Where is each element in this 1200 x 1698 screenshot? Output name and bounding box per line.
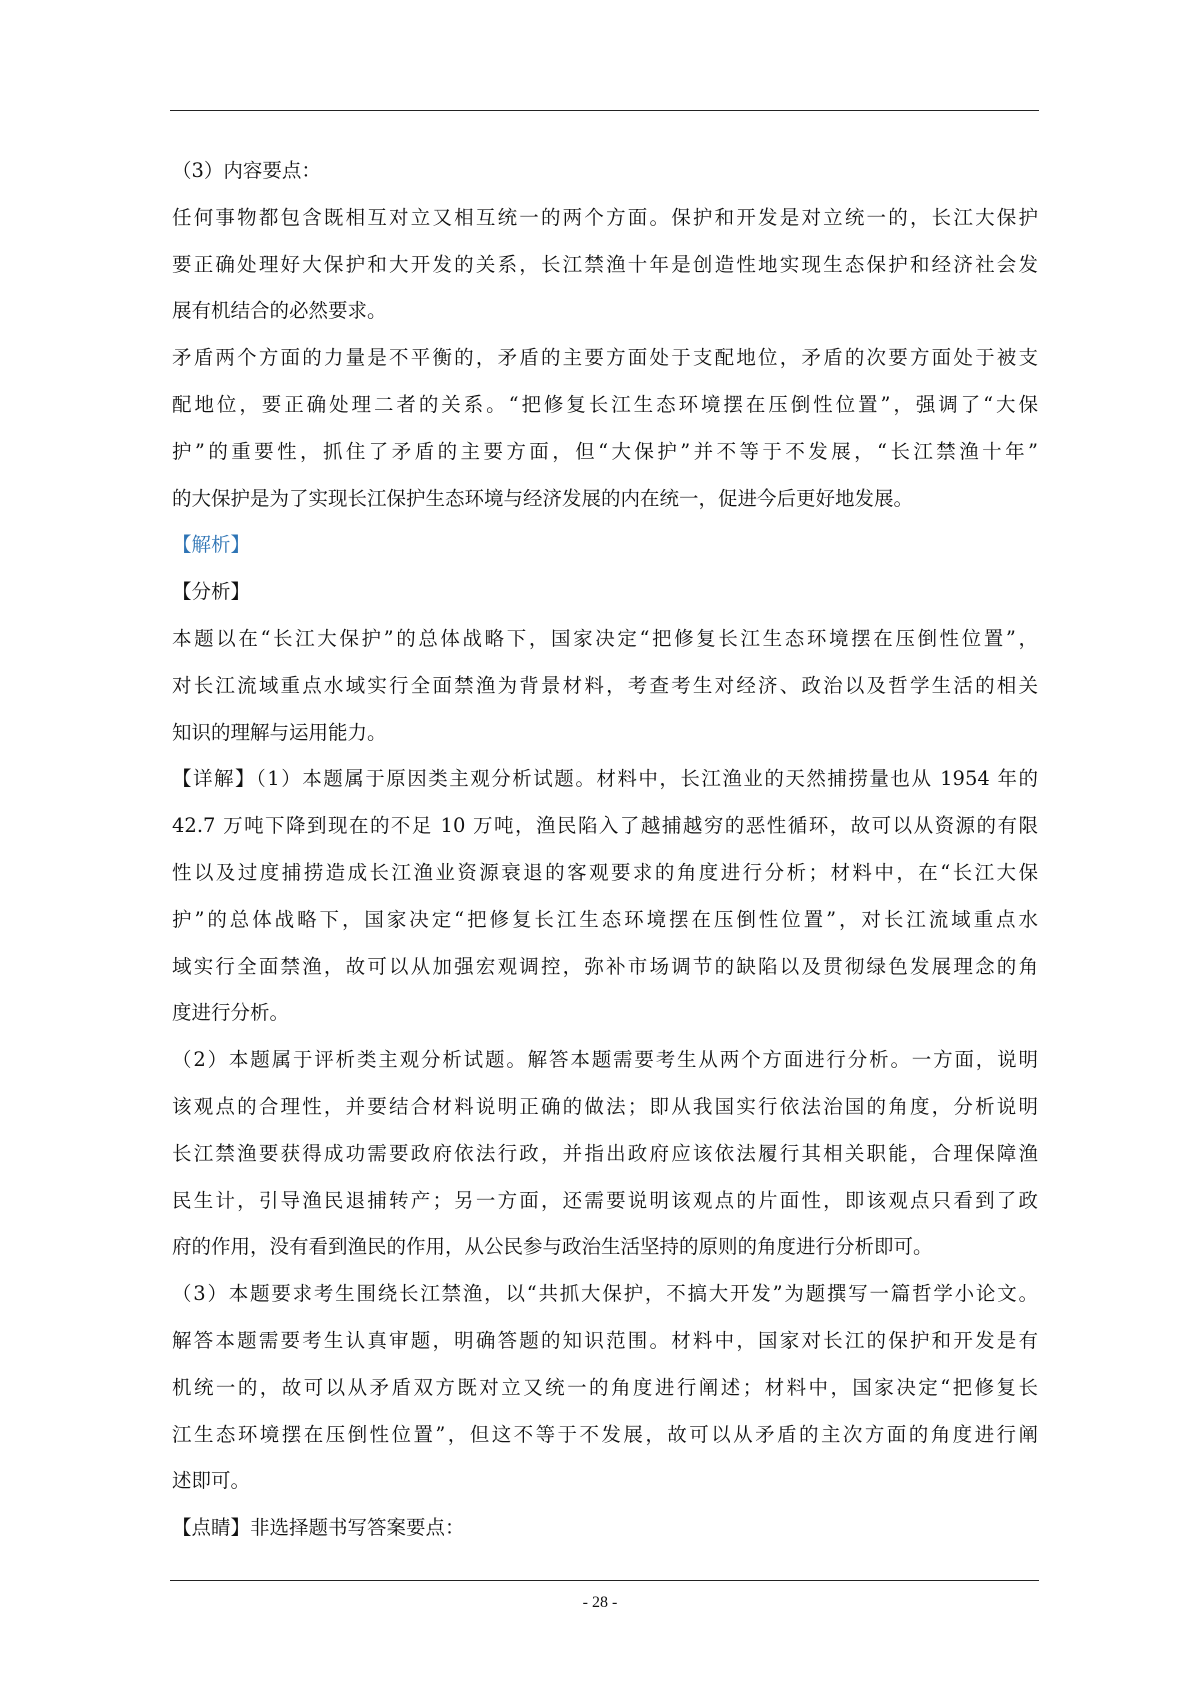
text-line: 矛盾两个方面的力量是不平衡的，矛盾的主要方面处于支配地位，矛盾的次要方面处于被支	[172, 346, 1038, 370]
text-line: 对长江流域重点水域实行全面禁渔为背景材料，考查考生对经济、政治以及哲学生活的相关	[172, 673, 1038, 697]
text-line: 长江禁渔要获得成功需要政府依法行政，并指出政府应该依法履行其相关职能，合理保障渔	[172, 1141, 1038, 1165]
text-line: （2）本题属于评析类主观分析试题。解答本题需要考生从两个方面进行分析。一方面，说明	[172, 1048, 1038, 1072]
text-line: 护”的总体战略下，国家决定“把修复长江生态环境摆在压倒性位置”，对长江流域重点水	[172, 907, 1038, 931]
text-line: 要正确处理好大保护和大开发的关系，长江禁渔十年是创造性地实现生态保护和经济社会发	[172, 252, 1038, 276]
analysis-tag-link[interactable]: 【解析】	[172, 533, 251, 557]
footer-rule	[170, 1580, 1039, 1581]
text-line: 【分析】	[172, 580, 251, 604]
text-line: 府的作用，没有看到渔民的作用，从公民参与政治生活坚持的原则的角度进行分析即可。	[172, 1235, 933, 1259]
text-line: 任何事物都包含既相互对立又相互统一的两个方面。保护和开发是对立统一的，长江大保护	[172, 205, 1038, 229]
text-line: 江生态环境摆在压倒性位置”，但这不等于不发展，故可以从矛盾的主次方面的角度进行阐	[172, 1422, 1038, 1446]
text-line: 域实行全面禁渔，故可以从加强宏观调控，弥补市场调节的缺陷以及贯彻绿色发展理念的角	[172, 954, 1038, 978]
text-line: 述即可。	[172, 1469, 251, 1493]
text-line: 护”的重要性，抓住了矛盾的主要方面，但“大保护”并不等于不发展，“长江禁渔十年”	[172, 439, 1038, 463]
text-line: 性以及过度捕捞造成长江渔业资源衰退的客观要求的角度进行分析；材料中，在“长江大保	[172, 860, 1038, 884]
text-line: 的大保护是为了实现长江保护生态环境与经济发展的内在统一，促进今后更好地发展。	[172, 486, 914, 510]
text-line: 42.7 万吨下降到现在的不足 10 万吨，渔民陷入了越捕越穷的恶性循环，故可以从资源的有限	[172, 814, 1038, 838]
text-line: 该观点的合理性，并要结合材料说明正确的做法；即从我国实行依法治国的角度，分析说明	[172, 1094, 1038, 1118]
text-line: （3）本题要求考生围绕长江禁渔，以“共抓大保护，不搞大开发”为题撰写一篇哲学小论文。	[172, 1282, 1038, 1306]
text-line: 【详解】（1）本题属于原因类主观分析试题。材料中，长江渔业的天然捕捞量也从 1954 年的	[172, 767, 1038, 791]
text-line: 度进行分析。	[172, 1001, 290, 1025]
header-rule	[170, 110, 1039, 111]
text-line: 机统一的，故可以从矛盾双方既对立又统一的角度进行阐述；材料中，国家决定“把修复长	[172, 1375, 1038, 1399]
text-line: 解答本题需要考生认真审题，明确答题的知识范围。材料中，国家对长江的保护和开发是有	[172, 1328, 1038, 1352]
text-line: 本题以在“长江大保护”的总体战略下，国家决定“把修复长江生态环境摆在压倒性位置”，	[172, 626, 1038, 650]
page-number: - 28 -	[582, 1594, 618, 1611]
text-line: 民生计，引导渔民退捕转产；另一方面，还需要说明该观点的片面性，即该观点只看到了政	[172, 1188, 1038, 1212]
text-line: （3）内容要点：	[172, 159, 321, 182]
text-line: 【点睛】非选择题书写答案要点：	[172, 1516, 465, 1540]
text-line: 配地位，要正确处理二者的关系。“把修复长江生态环境摆在压倒性位置”，强调了“大保	[172, 392, 1038, 416]
text-line: 展有机结合的必然要求。	[172, 299, 387, 323]
text-line: 知识的理解与运用能力。	[172, 720, 387, 744]
document-body	[172, 148, 1038, 1552]
